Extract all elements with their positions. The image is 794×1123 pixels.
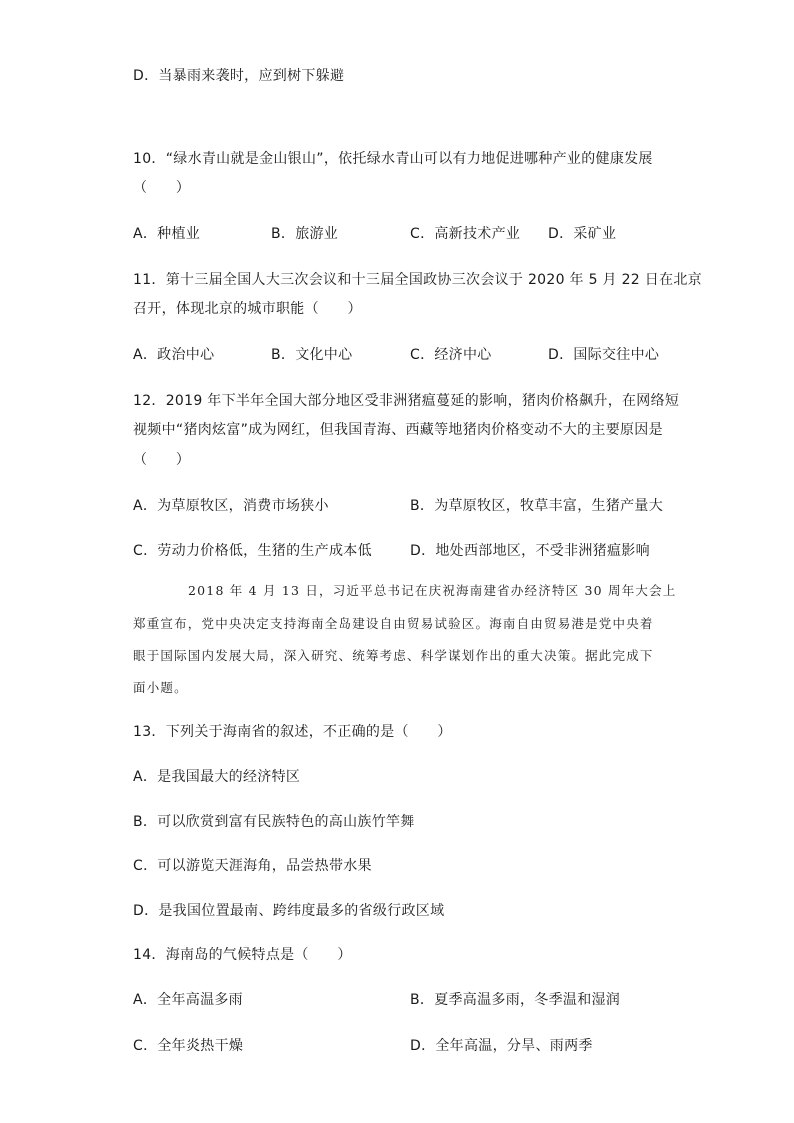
q10-option-b: B．旅游业 <box>271 226 339 242</box>
passage-line-3: 眼于国际国内发展大局，深入研究、统筹考虑、科学谋划作出的重大决策。据此完成下 <box>133 648 654 663</box>
q14-stem: 14．海南岛的气候特点是（ ） <box>133 947 352 963</box>
q14-option-a: A．全年高温多雨 <box>133 992 243 1008</box>
q12-option-c: C．劳动力价格低，生猪的生产成本低 <box>133 543 372 559</box>
q10-option-c: C．高新技术产业 <box>410 226 521 242</box>
q10-option-d: D．采矿业 <box>548 226 617 242</box>
q11-stem-line-1: 11．第十三届全国人大三次会议和十三届全国政协三次会议于 2020 年 5 月 22 日在北京 <box>133 272 702 288</box>
q11-option-a: A．政治中心 <box>133 347 215 363</box>
q12-option-a: A．为草原牧区，消费市场狭小 <box>133 498 329 514</box>
q12-option-d: D．地处西部地区，不受非洲猪瘟影响 <box>410 543 650 559</box>
q13-option-b: B．可以欣赏到富有民族特色的高山族竹竿舞 <box>133 814 415 830</box>
q11-option-c: C．经济中心 <box>410 347 492 363</box>
passage-line-1: 2018 年 4 月 13 日，习近平总书记在庆祝海南建省办经济特区 30 周年大会上 <box>188 583 677 598</box>
q14-option-b: B．夏季高温多雨，冬季温和湿润 <box>410 992 621 1008</box>
q14-option-c: C．全年炎热干燥 <box>133 1038 244 1054</box>
q9-option-d: D．当暴雨来袭时，应到树下躲避 <box>133 68 345 84</box>
q12-stem-line-1: 12．2019 年下半年全国大部分地区受非洲猪瘟蔓延的影响，猪肉价格飙升，在网络短 <box>133 393 680 409</box>
q14-option-d: D．全年高温，分旱、雨两季 <box>410 1038 593 1054</box>
passage-line-2: 郑重宣布，党中央决定支持海南全岛建设自由贸易试验区。海南自由贸易港是党中央着 <box>133 616 654 631</box>
q13-option-c: C．可以游览天涯海角，品尝热带水果 <box>133 858 372 874</box>
q13-stem: 13．下列关于海南省的叙述，不正确的是（ ） <box>133 724 452 740</box>
q11-stem-line-2: 召开，体现北京的城市职能（ ） <box>133 301 362 317</box>
q12-stem-line-2: 视频中“猪肉炫富”成为网红，但我国青海、西藏等地猪肉价格变动不大的主要原因是 <box>133 422 663 438</box>
q13-option-a: A．是我国最大的经济特区 <box>133 769 301 785</box>
passage-line-4: 面小题。 <box>133 680 188 695</box>
q10-stem-line-1: 10．“绿水青山就是金山银山”，依托绿水青山可以有力地促进哪种产业的健康发展 <box>133 151 653 167</box>
q10-stem-line-2: （ ） <box>133 180 191 196</box>
q11-option-b: B．文化中心 <box>271 347 353 363</box>
q11-option-d: D．国际交往中心 <box>548 347 660 363</box>
q10-option-a: A．种植业 <box>133 226 201 242</box>
q12-stem-line-3: （ ） <box>133 452 191 468</box>
q12-option-b: B．为草原牧区，牧草丰富，生猪产量大 <box>410 498 664 514</box>
q13-option-d: D．是我国位置最南、跨纬度最多的省级行政区域 <box>133 903 445 919</box>
